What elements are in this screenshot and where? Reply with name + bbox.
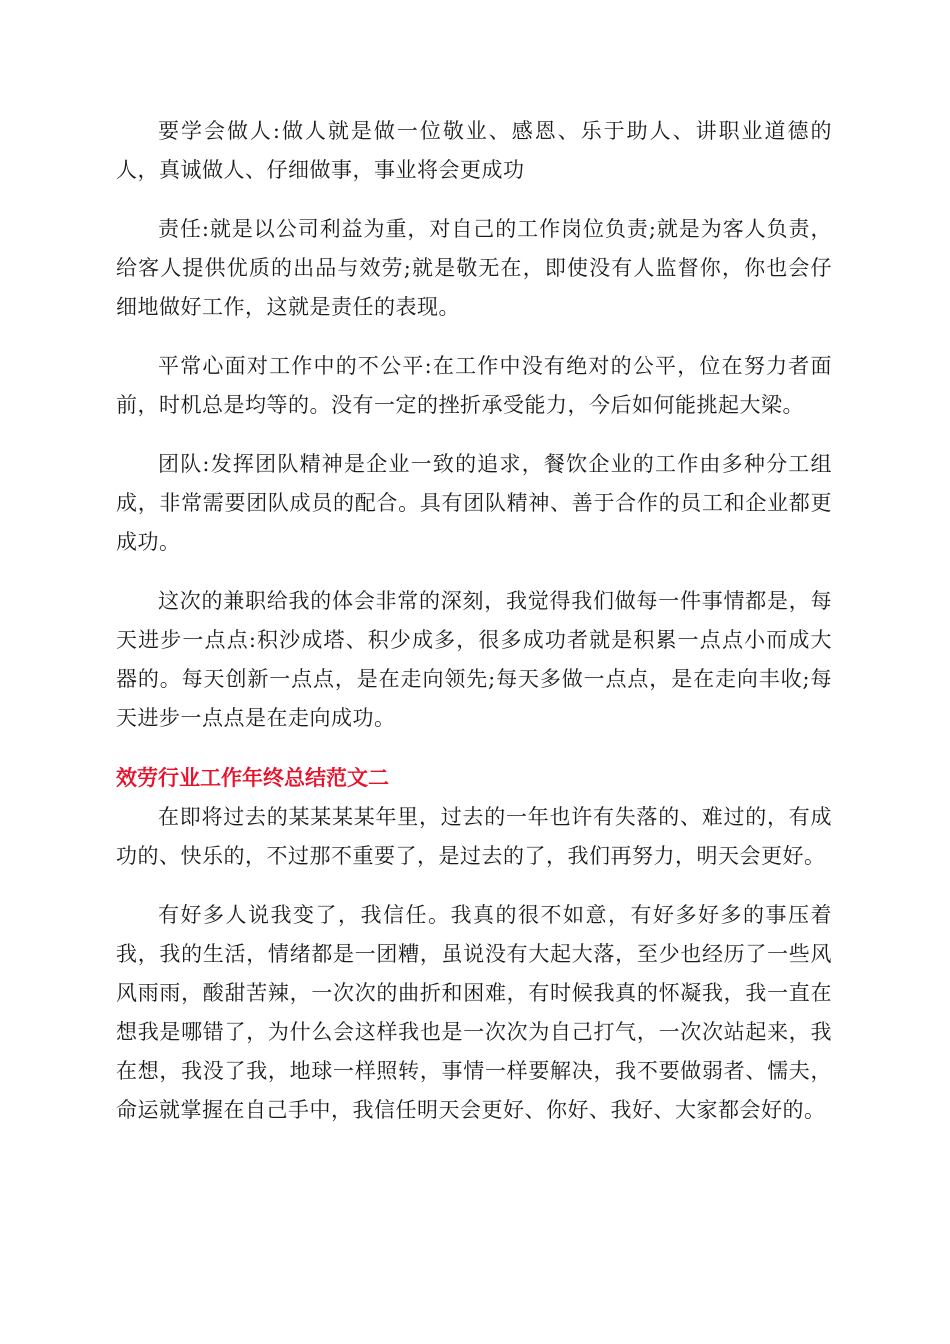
paragraph-responsibility: 责任:就是以公司利益为重，对自己的工作岗位负责;就是为客人负责，给客人提供优质的出品与效劳;就是敬无在，即使没有人监督你，你也会仔细地做好工作，这就是责任的表现。 xyxy=(116,217,832,319)
section-heading: 效劳行业工作年终总结范文二 xyxy=(116,766,389,790)
paragraph-learn-to-be-person: 要学会做人:做人就是做一位敬业、感恩、乐于助人、讲职业道德的人，真诚做人、仔细做事，事业将会更成功 xyxy=(116,119,832,182)
paragraph-year-review: 在即将过去的某某某某年里，过去的一年也许有失落的、难过的，有成功的、快乐的，不过那不重要了，是过去的了，我们再努力，明天会更好。 xyxy=(116,805,832,868)
paragraph-fairness: 平常心面对工作中的不公平:在工作中没有绝对的公平，位在努力者面前，时机总是均等的。没有一定的挫折承受能力，今后如何能挑起大梁。 xyxy=(116,354,832,417)
paragraph-part-time-reflection: 这次的兼职给我的体会非常的深刻，我觉得我们做每一件事情都是，每天进步一点点:积沙成塔、积少成多，很多成功者就是积累一点点小而成大器的。每天创新一点点，是在走向领先;每天多做一点点，是在走向丰收;每天进步一点点是在走向成功。 xyxy=(116,589,832,730)
document-body xyxy=(116,112,832,1150)
paragraph-team: 团队:发挥团队精神是企业一致的追求，餐饮企业的工作由多种分工组成，非常需要团队成员的配合。具有团队精神、善于合作的员工和企业都更成功。 xyxy=(116,452,832,554)
paragraph-personal-change: 有好多人说我变了，我信任。我真的很不如意，有好多好多的事压着我，我的生活，情绪都是一团糟，虽说没有大起大落，至少也经历了一些风风雨雨，酸甜苦辣，一次次的曲折和困难，有时候我真的怀凝我，我一直在想我是哪错了，为什么会这样我也是一次次为自己打气，一次次站起来，我在想，我没了我，地球一样照转，事情一样要解决，我不要做弱者、懦夫，命运就掌握在自己手中，我信任明天会更好、你好、我好、大家都会好的。 xyxy=(116,903,832,1122)
